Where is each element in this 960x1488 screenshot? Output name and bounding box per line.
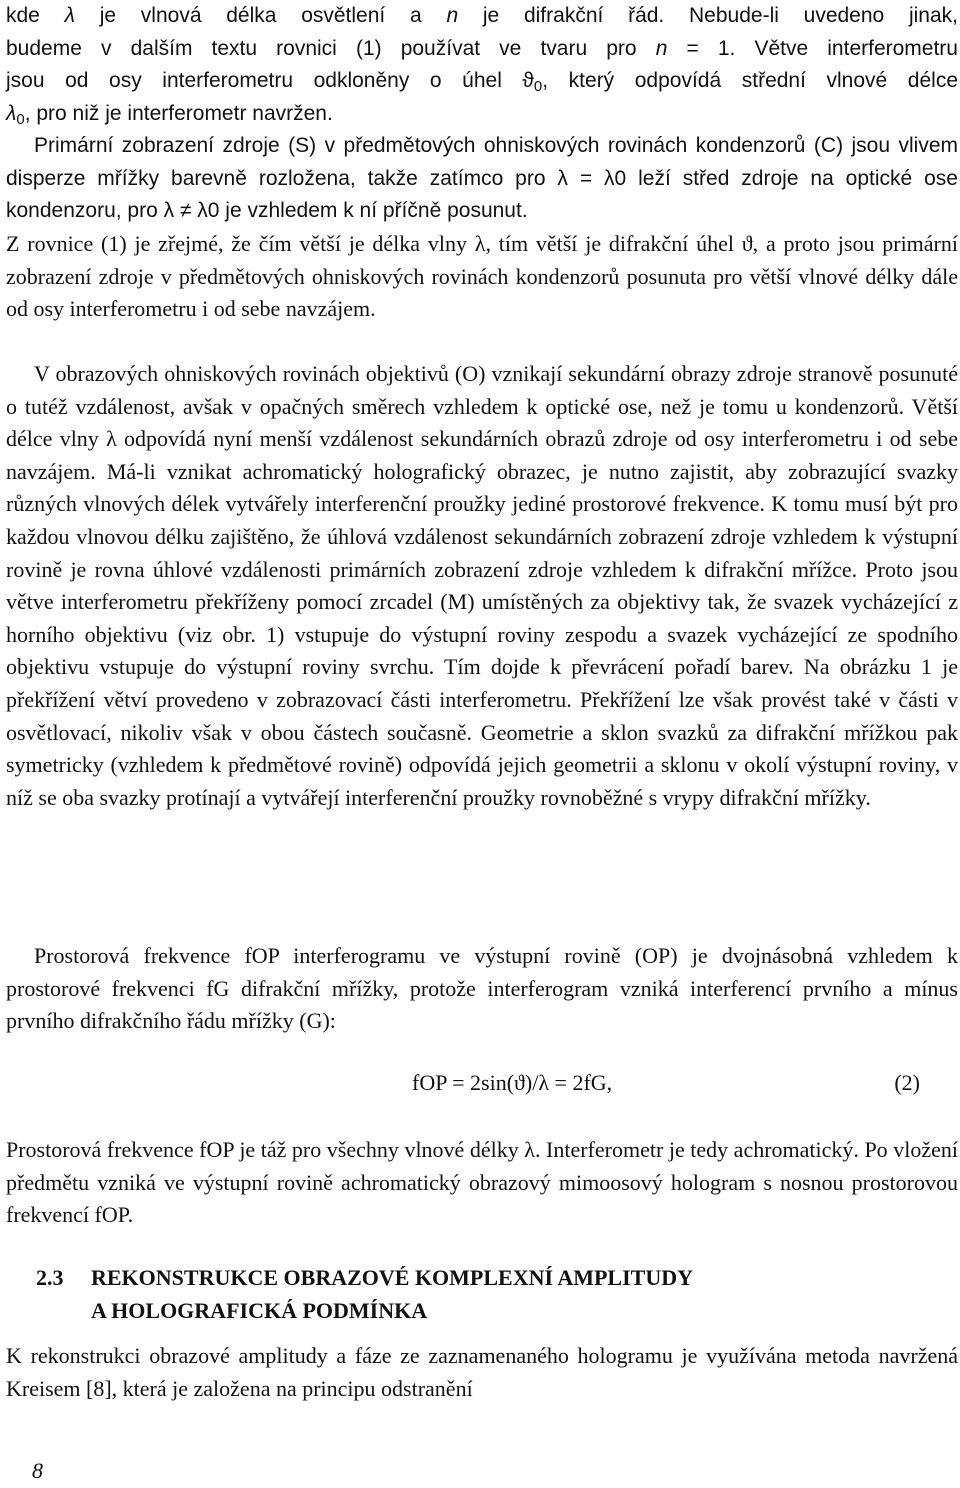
paragraph: Primární zobrazení zdroje (S) v předmětových ohniskových rovinách kondenzorů (C) jsou vlivem disperze mřížky barevně rozložena, takže zatímco pro λ = λ0 leží střed zdroje na optické ose kondenzoru, pro λ ≠ λ0 je vzhledem k ní příčně posunut. xyxy=(6,134,958,223)
equation-number: (2) xyxy=(894,1070,920,1095)
paragraph: Z rovnice (1) je zřejmé, že čím větší je délka vlny λ, tím větší je difrakční úhel ϑ, a proto jsou primární zobrazení zdroje v předmětových ohniskových rovinách kondenzorů posunuta pro větší vlnové délky dále od osy interferometru i od sebe navzájem. xyxy=(6,231,958,322)
equation-expression: fOP = 2sin(ϑ)/λ = 2fG, xyxy=(412,1070,613,1095)
paragraph-continuation xyxy=(6,0,958,130)
section-number: 2.3 xyxy=(36,1265,64,1290)
paragraph: Prostorová frekvence fOP je táž pro všechny vlnové délky λ. Interferometr je tedy achromatický. Po vložení předmětu vzniká ve výstupní rovině achromatický obrazový mimoosový hologram s nosnou prostorovou frekvencí fOP. xyxy=(6,1137,958,1228)
text-line: budeme v dalším textu rovnici (1) používat ve tvaru pro n = 1. Větve interferometru xyxy=(6,36,958,60)
section-title-line: REKONSTRUKCE OBRAZOVÉ KOMPLEXNÍ AMPLITUDY xyxy=(91,1265,694,1290)
page-number: 8 xyxy=(32,1458,43,1483)
text-line: kde λ je vlnová délka osvětlení a n je difrakční řád. Nebude-li uvedeno jinak, xyxy=(6,4,958,27)
text-line: $\lambda_0$, pro niž je interferometr navržen. xyxy=(6,101,333,128)
paragraph: V obrazových ohniskových rovinách objektivů (O) vznikají sekundární obrazy zdroje stranově posunuté o tutéž vzdálenost, avšak v opačných směrech vzhledem k optické ose, než je tomu u kondenzorů. Větší délce vlny λ odpovídá nyní menší vzdálenost sekundárních obrazů zdroje od osy interferometru i od sebe navzájem. Má-li vznikat achromatický holografický obrazec, je nutno zajistit, aby zobrazující svazky různých vlnových délek vytvářely interferenční proužky jediné prostorové frekvence. K tomu musí být pro každou vlnovou délku zajištěno, že úhlová vzdálenost sekundárních zobrazení zdroje vzhledem k výstupní rovině je rovna úhlové vzdálenosti primárních zobrazení zdroje vzhledem k difrakční mřížce. Proto jsou větve interferometru překříženy pomocí zrcadel (M) umístěných za objektivy tak, že svazek vycházející z horního objektivu (viz obr. 1) vstupuje do výstupní roviny zespodu a svazek vycházející ze spodního objektivu vstupuje do výstupní roviny svrchu. Tím dojde k převrácení pořadí barev. Na obrázku 1 je překřížení větví provedeno v zobrazovací části interferometru. Překřížení lze však provést také v části v osvětlovací, nikoliv však v obou částech současně. Geometrie a sklon svazků za difrakční mřížkou pak symetricky (vzhledem k předmětové rovině) odpovídá jejich geometrii a sklonu v okolí výstupní roviny, v níž se oba svazky protínají a vytvářejí interferenční proužky rovnoběžné s vrypy difrakční mřížky. xyxy=(6,361,958,810)
equation xyxy=(0,1070,960,1104)
text-line: jsou od osy interferometru odkloněny o úhel $ϑ_0$, který odpovídá střední vlnové délce xyxy=(6,69,958,96)
paragraph: Prostorová frekvence fOP interferogramu ve výstupní rovině (OP) je dvojnásobná vzhledem k prostorové frekvenci fG difrakční mřížky, protože interferogram vzniká interferencí prvního a mínus prvního difrakčního řádu mřížky (G): xyxy=(6,943,958,1034)
section-title-line: A HOLOGRAFICKÁ PODMÍNKA xyxy=(91,1298,428,1323)
paragraph: K rekonstrukci obrazové amplitudy a fáze ze zaznamenaného hologramu je využívána metoda navržená Kreisem [8], která je založena na principu odstranění xyxy=(6,1343,958,1401)
